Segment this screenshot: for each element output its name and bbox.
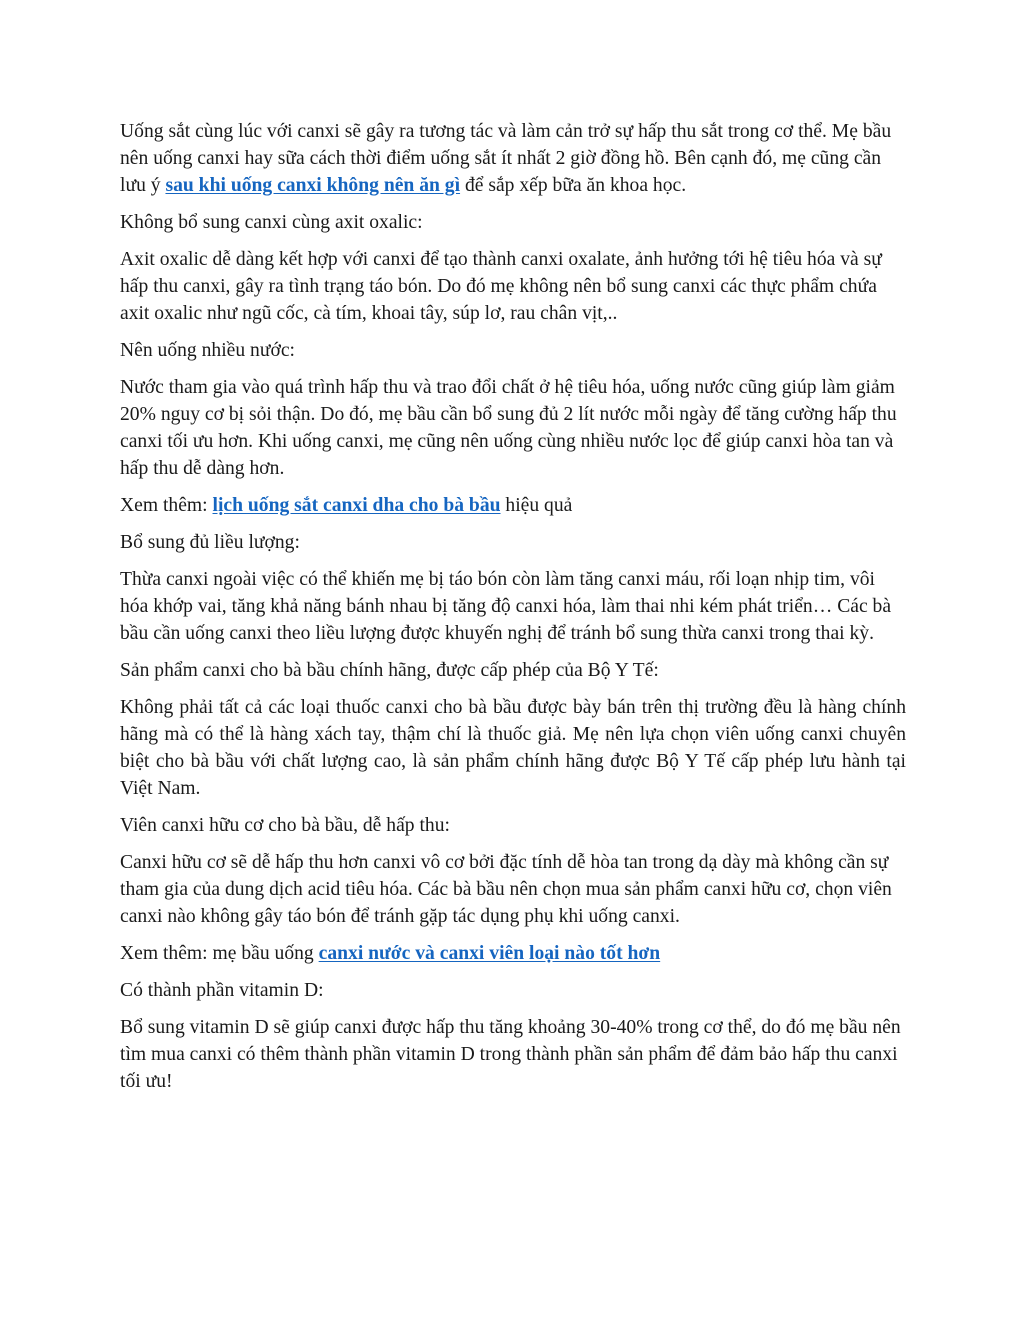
paragraph-dosage: Thừa canxi ngoài việc có thể khiến mẹ bị táo bón còn làm tăng canxi máu, rối loạn nhịp tim, vôi hóa khớp vai, tăng khả năng bánh nhau bị tăng độ canxi hóa, làm thai nhi kém phát triển… Các bà bầu cần uống canxi theo liều lượng được khuyến nghị để tránh bổ sung thừa canxi trong thai kỳ. [120, 569, 892, 644]
paragraph-text: để sắp xếp bữa ăn khoa học. [460, 175, 687, 196]
see-more-prefix: Xem thêm: mẹ bầu uống [120, 943, 319, 964]
heading-vitamin-d: Có thành phần vitamin D: [120, 980, 324, 1001]
paragraph-vitamin-d: Bổ sung vitamin D sẽ giúp canxi được hấp thu tăng khoảng 30-40% trong cơ thể, do đó mẹ bầu nên tìm mua canxi có thêm thành phần vitamin D trong thành phần sản phẩm để đảm bảo hấp thu canxi tối ưu! [120, 1017, 901, 1092]
link-iron-calcium-dha-schedule[interactable]: lịch uống sắt canxi dha cho bà bầu [212, 495, 501, 516]
heading-organic-calcium: Viên canxi hữu cơ cho bà bầu, dễ hấp thu: [120, 815, 450, 836]
paragraph-oxalic-acid: Axit oxalic dễ dàng kết hợp với canxi để tạo thành canxi oxalate, ảnh hưởng tới hệ tiêu hóa và sự hấp thu canxi, gây ra tình trạng táo bón. Do đó mẹ không nên bổ sung canxi các thực phẩm chứa axit oxalic như ngũ cốc, cà tím, khoai tây, súp lơ, rau chân vịt,.. [120, 249, 882, 324]
paragraph-drink-water: Nước tham gia vào quá trình hấp thu và trao đổi chất ở hệ tiêu hóa, uống nước cũng giúp làm giảm 20% nguy cơ bị sỏi thận. Do đó, mẹ bầu cần bổ sung đủ 2 lít nước mỗi ngày để tăng cường hấp thu canxi tối ưu hơn. Khi uống canxi, mẹ cũng nên uống cùng nhiều nước lọc để giúp canxi hòa tan và hấp thu dễ dàng hơn. [120, 377, 897, 479]
see-more-prefix: Xem thêm: [120, 495, 213, 516]
document-page [120, 118, 906, 1105]
heading-genuine-product: Sản phẩm canxi cho bà bầu chính hãng, được cấp phép của Bộ Y Tế: [120, 660, 659, 681]
heading-dosage: Bổ sung đủ liều lượng: [120, 532, 300, 553]
see-more-liquid-vs-tablet [120, 940, 906, 967]
link-liquid-vs-tablet-calcium[interactable]: canxi nước và canxi viên loại nào tốt hơn [318, 943, 661, 964]
see-more-schedule [120, 492, 906, 519]
see-more-suffix: hiệu quả [500, 495, 573, 516]
heading-drink-water: Nên uống nhiều nước: [120, 340, 295, 361]
heading-oxalic-acid: Không bổ sung canxi cùng axit oxalic: [120, 212, 423, 233]
paragraph-organic-calcium: Canxi hữu cơ sẽ dễ hấp thu hơn canxi vô cơ bởi đặc tính dễ hòa tan trong dạ dày mà không cần sự tham gia của dung dịch acid tiêu hóa. Các bà bầu nên chọn mua sản phẩm canxi hữu cơ, chọn viên canxi nào không gây táo bón để tránh gặp tác dụng phụ khi uống canxi. [120, 852, 892, 927]
paragraph-iron-calcium [120, 118, 906, 199]
link-after-calcium-what-not-to-eat[interactable]: sau khi uống canxi không nên ăn gì [165, 175, 461, 196]
paragraph-text: Uống sắt cùng lúc với canxi sẽ gây ra tương tác và làm cản trở sự hấp thu sắt trong cơ thể. Mẹ bầu nên uống canxi hay sữa cách thời điểm uống sắt ít nhất 2 giờ đồng hồ. Bên cạnh đó, mẹ cũng cần lưu ý [120, 121, 892, 196]
paragraph-genuine-product: Không phải tất cả các loại thuốc canxi cho bà bầu được bày bán trên thị trường đều là hàng chính hãng mà có thể là hàng xách tay, thậm chí là thuốc giả. Mẹ nên lựa chọn viên uống canxi chuyên biệt cho bà bầu với chất lượng cao, là sản phẩm chính hãng được Bộ Y Tế cấp phép lưu hành tại Việt Nam. [120, 697, 906, 799]
